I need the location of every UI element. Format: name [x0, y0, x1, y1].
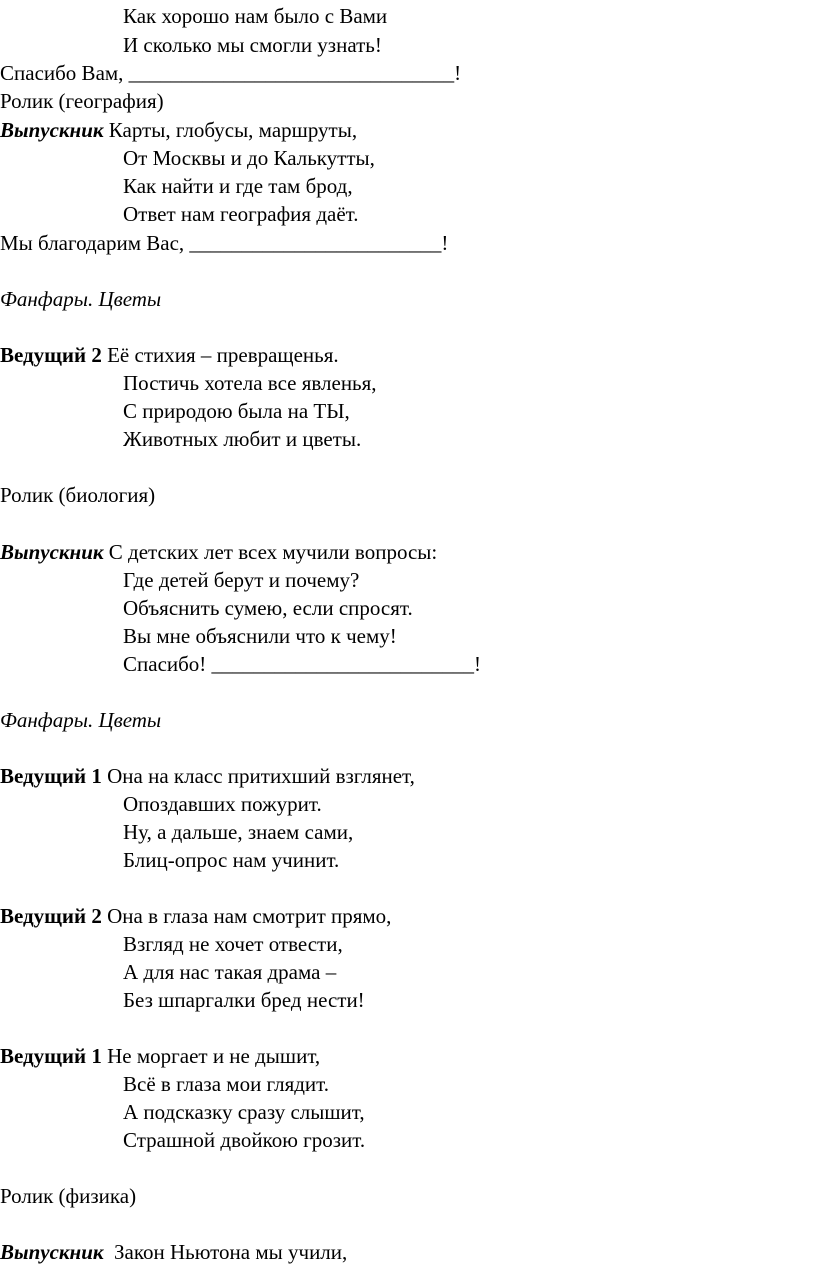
speaker-line: [0, 762, 415, 790]
speaker-name: Ведущий 2: [0, 343, 102, 367]
speaker-line: [0, 538, 437, 566]
verse-line: Вы мне объяснили что к чему!: [123, 624, 397, 648]
verse-line: Спасибо! _________________________!: [123, 652, 482, 676]
verse-line: Где детей берут и почему?: [123, 568, 360, 592]
stage-direction: Фанфары. Цветы: [0, 287, 162, 311]
speaker-line: [0, 116, 357, 144]
verse-line: Животных любит и цветы.: [123, 427, 362, 451]
verse-text: Её стихия – превращенья.: [107, 343, 339, 367]
verse-line: С природою была на ТЫ,: [123, 399, 350, 423]
verse-line: Объяснить сумею, если спросят.: [123, 596, 413, 620]
speaker-line: [0, 902, 391, 930]
verse-line: Ну, а дальше, знаем сами,: [123, 820, 354, 844]
speaker-line: [0, 1238, 347, 1266]
verse-line: Без шпаргалки бред нести!: [123, 988, 365, 1012]
stage-direction: Ролик (биология): [0, 483, 156, 507]
stage-direction: Ролик (физика): [0, 1184, 137, 1208]
verse-line: Как найти и где там брод,: [123, 174, 353, 198]
verse-line: Постичь хотела все явленья,: [123, 371, 377, 395]
speaker-line: [0, 1042, 320, 1070]
verse-line: А для нас такая драма –: [123, 960, 337, 984]
verse-line: Взгляд не хочет отвести,: [123, 932, 343, 956]
verse-text: Она в глаза нам смотрит прямо,: [107, 904, 392, 928]
speaker-name: Выпускник: [0, 1240, 104, 1264]
speaker-name: Ведущий 2: [0, 904, 102, 928]
verse-line: Опоздавших пожурит.: [123, 792, 322, 816]
stage-direction: Ролик (география): [0, 89, 164, 113]
verse-text: С детских лет всех мучили вопросы:: [108, 540, 438, 564]
verse-line: Мы благодарим Вас, ________________________!: [0, 231, 449, 255]
speaker-name: Выпускник: [0, 118, 104, 142]
speaker-name: Выпускник: [0, 540, 104, 564]
speaker-name: Ведущий 1: [0, 1044, 102, 1068]
verse-text: Карты, глобусы, маршруты,: [108, 118, 358, 142]
verse-line: Ответ нам география даёт.: [123, 202, 359, 226]
verse-text: Закон Ньютона мы учили,: [114, 1240, 348, 1264]
speaker-line: [0, 341, 339, 369]
verse-line: Страшной двойкою грозит.: [123, 1128, 366, 1152]
verse-line: От Москвы и до Калькутты,: [123, 146, 375, 170]
verse-line: А подсказку сразу слышит,: [123, 1100, 365, 1124]
speaker-name: Ведущий 1: [0, 764, 102, 788]
verse-text: Она на класс притихший взглянет,: [107, 764, 415, 788]
verse-text: Не моргает и не дышит,: [107, 1044, 321, 1068]
verse-line: Блиц-опрос нам учинит.: [123, 848, 340, 872]
verse-line: Как хорошо нам было с Вами: [123, 4, 388, 28]
stage-direction: Фанфары. Цветы: [0, 708, 162, 732]
verse-line: Всё в глаза мои глядит.: [123, 1072, 330, 1096]
verse-line: Спасибо Вам, _______________________________!: [0, 61, 462, 85]
verse-line: И сколько мы смогли узнать!: [123, 33, 382, 57]
